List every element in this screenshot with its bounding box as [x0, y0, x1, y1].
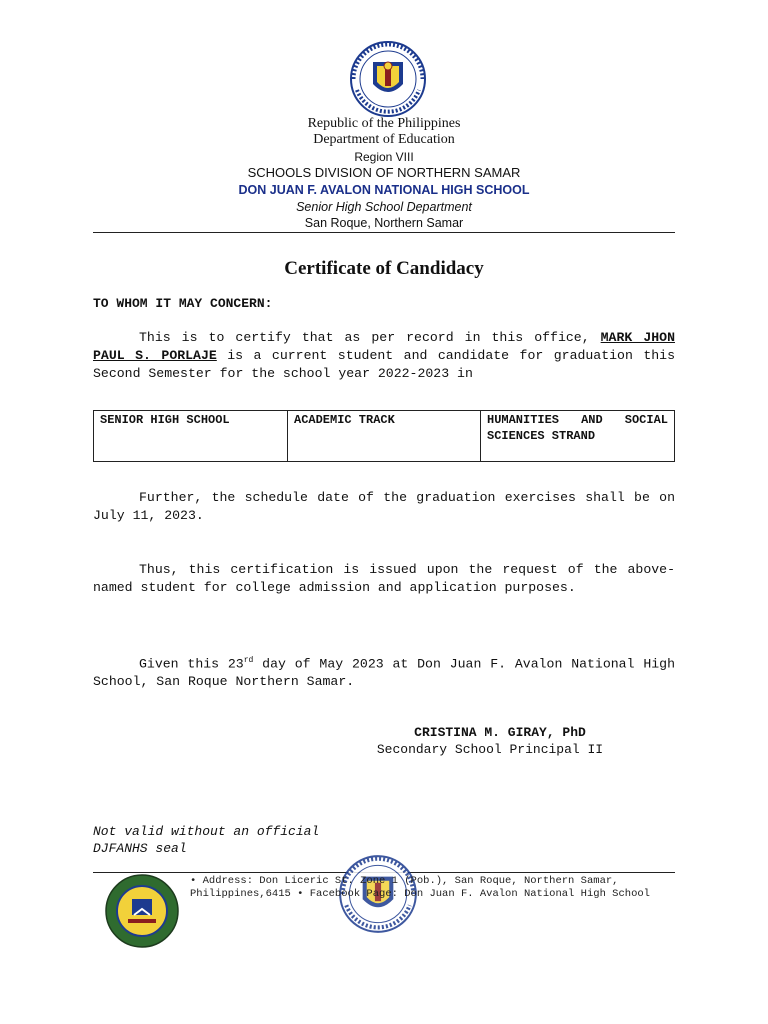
signatory-name: CRISTINA M. GIRAY, PhD	[414, 725, 586, 740]
header-divider	[93, 232, 675, 233]
paragraph-certify-tail: is a current student and candidate for graduation this Second Semester for the school year 2022-2023 in	[93, 348, 675, 381]
header-school-name: DON JUAN F. AVALON NATIONAL HIGH SCHOOL	[238, 183, 530, 197]
paragraph-given-lead: Given this 23	[139, 656, 244, 672]
paragraph-given-tail: day of May 2023 at Don Juan F. Avalon National High School, San Roque Northern Samar.	[93, 656, 675, 690]
header-region: Region VIII	[354, 150, 414, 164]
header-department-shs: Senior High School Department	[296, 200, 472, 214]
table-cell-strand: HUMANITIES AND SOCIAL SCIENCES STRAND	[481, 411, 675, 462]
paragraph-certify	[93, 329, 675, 383]
table-cell-track: ACADEMIC TRACK	[288, 411, 481, 462]
header-division: SCHOOLS DIVISION OF NORTHERN SAMAR	[247, 165, 521, 180]
paragraph-given	[93, 652, 675, 691]
ordinal-suffix: rd	[243, 656, 254, 665]
deped-seal-logo	[343, 40, 433, 118]
signatory-position: Secondary School Principal II	[376, 742, 604, 757]
validity-note: Not valid without an official DJFANHS seal	[93, 824, 320, 856]
paragraph-purpose: Thus, this certification is issued upon the request of the above-named student for college admission and application purposes.	[93, 562, 675, 595]
table-cell-level: SENIOR HIGH SCHOOL	[94, 411, 288, 462]
school-seal-logo	[98, 873, 186, 949]
paragraph-schedule: Further, the schedule date of the graduation exercises shall be on July 11, 2023.	[93, 490, 675, 523]
header-republic: Republic of the Philippines	[307, 116, 461, 131]
student-name: MARK JHON PAUL S. PORLAJE	[93, 330, 675, 363]
footer-address: • Address: Don Liceric St. Zone 1 (Pob.), San Roque, Northern Samar, Philippines,6415 • Facebook Page: Don Juan F. Avalon National High School	[190, 875, 650, 900]
paragraph-certify-lead: This is to certify that as per record in this office,	[139, 330, 601, 345]
strand-table	[93, 410, 675, 462]
table-row	[94, 411, 675, 462]
page-title: Certificate of Candidacy	[284, 258, 484, 279]
salutation: TO WHOM IT MAY CONCERN:	[93, 296, 273, 311]
header-department: Department of Education	[313, 132, 455, 147]
header-address: San Roque, Northern Samar	[304, 216, 464, 230]
